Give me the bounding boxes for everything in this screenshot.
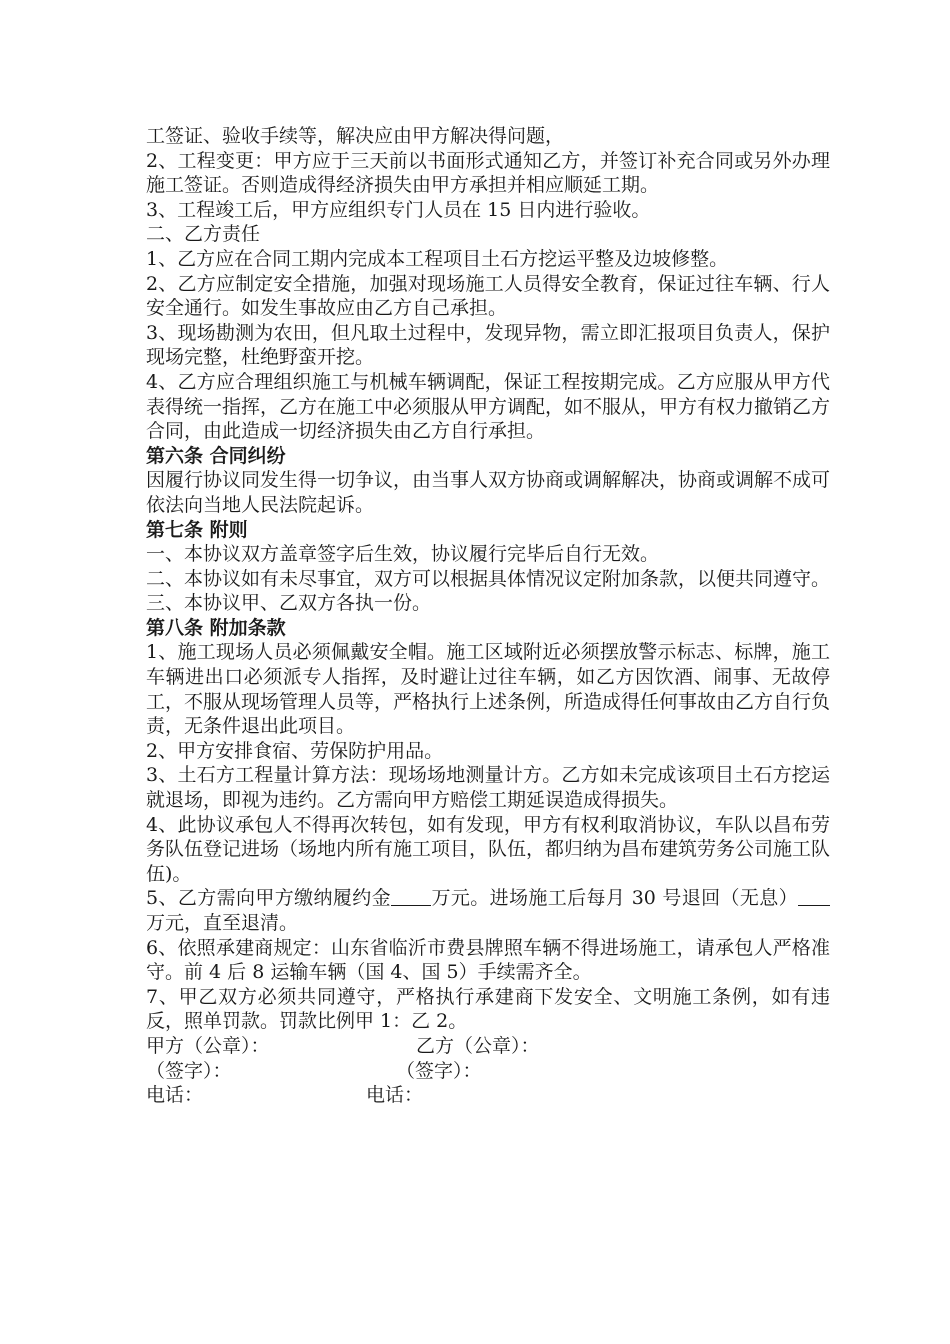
contract-paragraph: 二、乙方责任 [146, 223, 261, 246]
signature-row-phone [146, 1083, 830, 1108]
document-page [146, 124, 830, 1108]
section-heading: 第七条 附则 [146, 518, 248, 541]
contract-paragraph: 2、工程变更：甲方应于三天前以书面形式通知乙方，并签订补充合同或另外办理施工签证。否则造成得经济损失由甲方承担并相应顺延工期。 [146, 149, 830, 197]
contract-paragraph: 3、现场勘测为农田，但凡取土过程中，发现异物，需立即汇报项目负责人，保护现场完整，杜绝野蛮开挖。 [146, 321, 830, 369]
party-a-seal-label: 甲方（公章）： [146, 1034, 270, 1057]
signature-row-seal [146, 1034, 830, 1059]
party-b-seal-label: 乙方（公章）： [416, 1034, 540, 1057]
party-a-sign-label: （签字）： [146, 1059, 232, 1082]
contract-paragraph: 4、此协议承包人不得再次转包，如有发现，甲方有权利取消协议，车队以昌布劳务队伍登记进场（场地内所有施工项目，队伍，都归纳为昌布建筑劳务公司施工队伍)。 [146, 813, 831, 885]
deposit-text-3: 万元，直至退清。 [146, 912, 299, 934]
contract-paragraph: 1、乙方应在合同工期内完成本工程项目土石方挖运平整及边坡修整。 [146, 247, 729, 270]
deposit-text-1: 5、乙方需向甲方缴纳履约金 [146, 887, 392, 910]
signature-row-sign [146, 1059, 830, 1084]
contract-body-tail [146, 936, 830, 1034]
contract-paragraph: 2、乙方应制定安全措施，加强对现场施工人员得安全教育，保证过往车辆、行人安全通行。如发生事故应由乙方自己承担。 [146, 272, 830, 320]
contract-paragraph: 6、依照承建商规定：山东省临沂市费县牌照车辆不得进场施工，请承包人严格准守。前 4 后 8 运输车辆（国 4、国 5）手续需齐全。 [146, 936, 830, 984]
contract-paragraph: 1、施工现场人员必须佩戴安全帽。施工区域附近必须摆放警示标志、标牌，施工车辆进出口必须派专人指挥，及时避让过往车辆，如乙方因饮酒、闹事、无故停工，不服从现场管理人员等，严格执行上述条例，所造成得任何事故由乙方自行负责，无条件退出此项目。 [146, 641, 831, 738]
contract-paragraph: 三、本协议甲、乙双方各执一份。 [146, 592, 432, 615]
contract-paragraph: 一、本协议双方盖章签字后生效，协议履行完毕后自行无效。 [146, 543, 660, 566]
contract-paragraph: 2、甲方安排食宿、劳保防护用品。 [146, 739, 444, 762]
contract-paragraph: 4、乙方应合理组织施工与机械车辆调配，保证工程按期完成。乙方应服从甲方代表得统一指挥，乙方在施工中必须服从甲方调配，如不服从，甲方有权力撤销乙方合同，由此造成一切经济损失由乙方自行承担。 [146, 370, 831, 443]
section-heading: 第八条 附加条款 [146, 616, 286, 639]
contract-body [146, 124, 830, 886]
party-b-phone-label: 电话： [366, 1084, 424, 1107]
party-a-phone-label: 电话： [146, 1084, 204, 1107]
deposit-amount-blank [391, 887, 431, 906]
contract-paragraph: 工签证、验收手续等，解决应由甲方解决得问题， [146, 125, 565, 147]
contract-paragraph: 3、工程竣工后，甲方应组织专门人员在 15 日内进行验收。 [146, 198, 651, 221]
contract-paragraph: 二、本协议如有未尽事宜，双方可以根据具体情况议定附加条款，以便共同遵守。 [146, 567, 831, 590]
party-b-sign-label: （签字）： [396, 1059, 482, 1082]
contract-paragraph: 7、甲乙双方必须共同遵守，严格执行承建商下发安全、文明施工条例，如有违反，照单罚款。罚款比例甲 1：乙 2。 [146, 985, 830, 1033]
deposit-clause [146, 886, 830, 935]
section-heading: 第六条 合同纠纷 [146, 444, 286, 467]
contract-paragraph: 3、土石方工程量计算方法：现场场地测量计方。乙方如未完成该项目土石方挖运就退场，即视为违约。乙方需向甲方赔偿工期延误造成得损失。 [146, 764, 830, 812]
contract-paragraph: 因履行协议同发生得一切争议，由当事人双方协商或调解解决，协商或调解不成可依法向当地人民法院起诉。 [146, 469, 831, 516]
refund-amount-blank [798, 887, 830, 906]
deposit-text-2: 万元。进场施工后每月 30 号退回（无息） [431, 887, 798, 910]
